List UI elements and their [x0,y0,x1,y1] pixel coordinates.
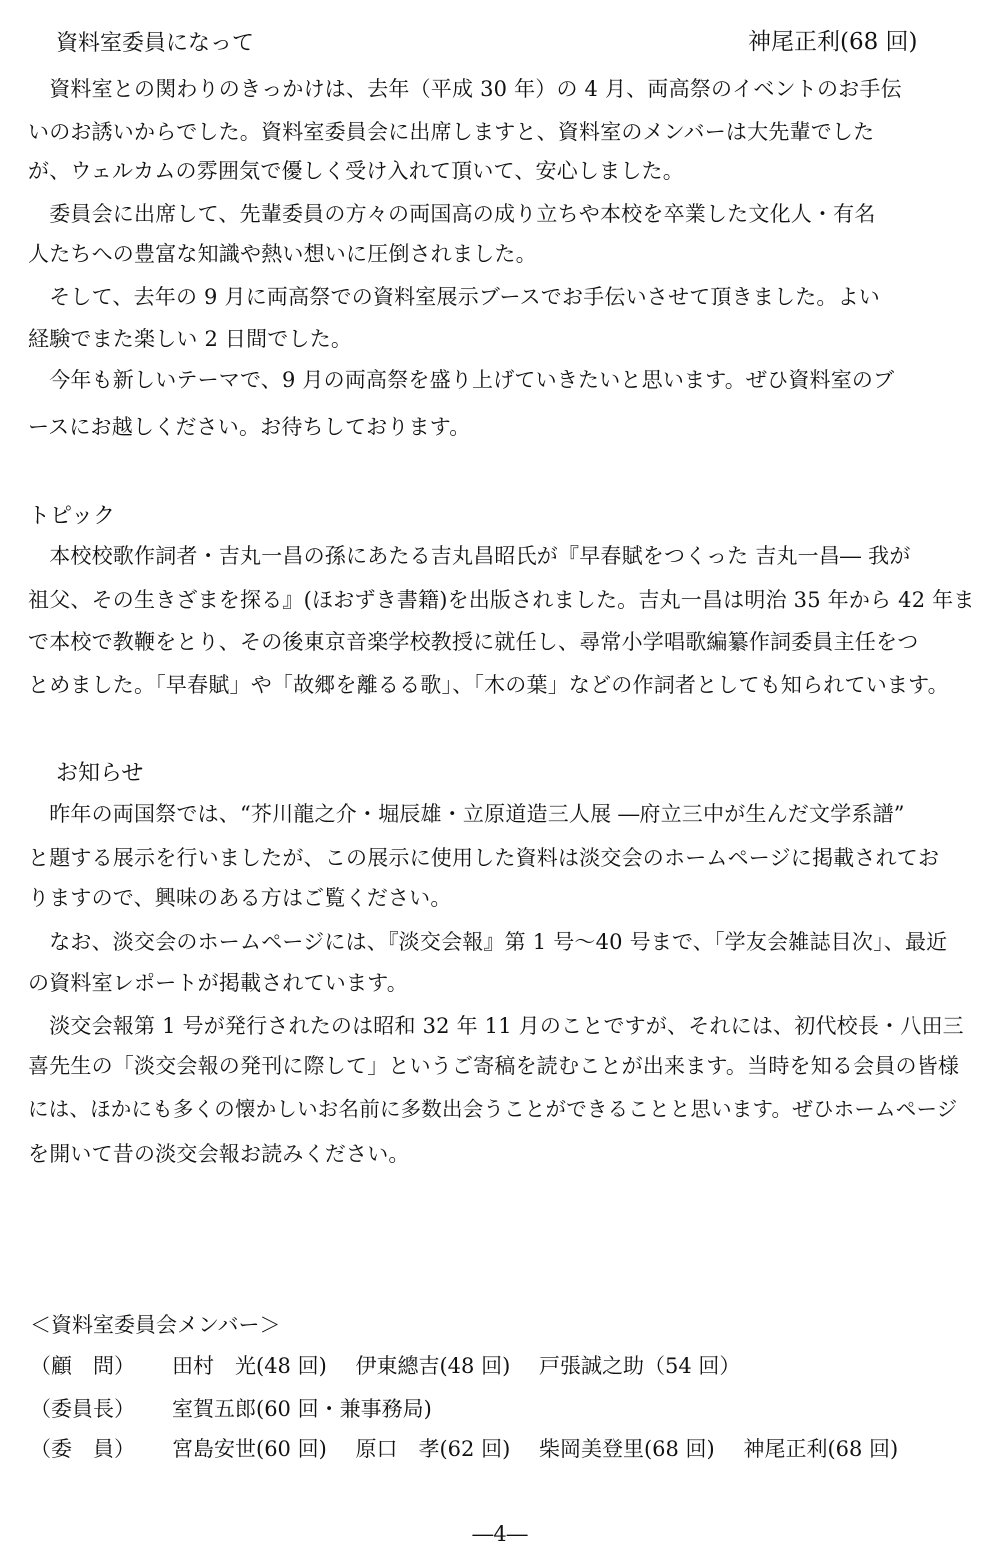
body-line: 人たちへの豊富な知識や熱い想いに圧倒されました。 [28,242,537,266]
member-name: 原口 孝(62 回) [355,1437,511,1461]
member-name: 宮島安世(60 回) [172,1437,327,1461]
notice-line: りますので、興味のある方はご覧ください。 [28,886,452,910]
notice-line: なお、淡交会のホームページには、『淡交会報』第 1 号～40 号まで、「学友会雑誌目次」、最近 [28,930,948,954]
member-names [172,1352,762,1380]
body-line: いのお誘いからでした。資料室委員会に出席しますと、資料室のメンバーは大先輩でした [28,120,875,144]
member-role: （顧 問） [30,1354,135,1378]
member-name: 田村 光(48 回) [172,1354,327,1378]
topic-heading: トピック [28,504,116,529]
notice-line: と題する展示を行いましたが、この展示に使用した資料は淡交会のホームページに掲載されてお [28,846,940,870]
notice-line: 昨年の両国祭では、“芥川龍之介・堀辰雄・立原道造三人展 ―府立三中が生んだ文学系譜” [28,802,905,826]
member-role: （委員長） [30,1397,135,1421]
member-names [172,1395,454,1423]
member-role: （委 員） [30,1437,135,1461]
member-row [30,1435,970,1463]
members-title: ＜資料室委員会メンバー＞ [30,1313,281,1337]
body-line: が、ウェルカムの雰囲気で優しく受け入れて頂いて、安心しました。 [28,159,684,183]
member-names [172,1435,920,1463]
body-line: 今年も新しいテーマで、9 月の両高祭を盛り上げていきたいと思います。ぜひ資料室のブ [28,368,895,392]
body-line: 経験でまた楽しい 2 日間でした。 [28,327,353,351]
topic-line: 本校校歌作詞者・吉丸一昌の孫にあたる吉丸昌昭氏が『早春賦をつくった 吉丸一昌― 我が [28,544,911,568]
topic-line: とめました。「早春賦」や「故郷を離るる歌」、「木の葉」などの作詞者としても知られています。 [28,673,949,697]
member-name: 伊東總吉(48 回) [355,1354,511,1378]
body-line: 委員会に出席して、先輩委員の方々の両国高の成り立ちや本校を卒業した文化人・有名 [28,202,876,226]
notice-line: 喜先生の「淡交会報の発刊に際して」というご寄稿を読むことが出来ます。当時を知る会員の皆様 [28,1054,960,1078]
member-name: 室賀五郎(60 回・兼事務局) [172,1397,432,1421]
member-name: 戸張誠之助（54 回） [538,1354,741,1378]
member-row [30,1395,970,1423]
body-line: そして、去年の 9 月に両高祭での資料室展示ブースでお手伝いさせて頂きました。よい [28,285,881,309]
page-number: ―4― [472,1522,528,1546]
article-title: 資料室委員になって [56,31,255,56]
notice-line: を開いて昔の淡交会報お読みください。 [28,1142,410,1166]
notice-line: 淡交会報第 1 号が発行されたのは昭和 32 年 11 月のことですが、それには、初代校長・八田三 [28,1014,964,1038]
member-row [30,1352,970,1380]
member-name: 柴岡美登里(68 回) [538,1437,715,1461]
body-line: ースにお越しください。お待ちしております。 [28,415,471,439]
notice-line: の資料室レポートが掲載されています。 [28,971,408,995]
notice-heading: お知らせ [56,761,144,786]
notice-line: には、ほかにも多くの懐かしいお名前に多数出会うことができることと思います。ぜひホームページ [28,1097,958,1121]
article-author: 神尾正利(68 回) [748,29,918,55]
topic-line: で本校で教鞭をとり、その後東京音楽学校教授に就任し、尋常小学唱歌編纂作詞委員主任をつ [28,630,919,654]
topic-line: 祖父、その生きざまを探る』(ほおずき書籍)を出版されました。吉丸一昌は明治 35 年から 42 年ま [28,588,975,612]
body-line: 資料室との関わりのきっかけは、去年（平成 30 年）の 4 月、両高祭のイベントのお手伝 [28,77,902,101]
member-name: 神尾正利(68 回) [743,1437,899,1461]
